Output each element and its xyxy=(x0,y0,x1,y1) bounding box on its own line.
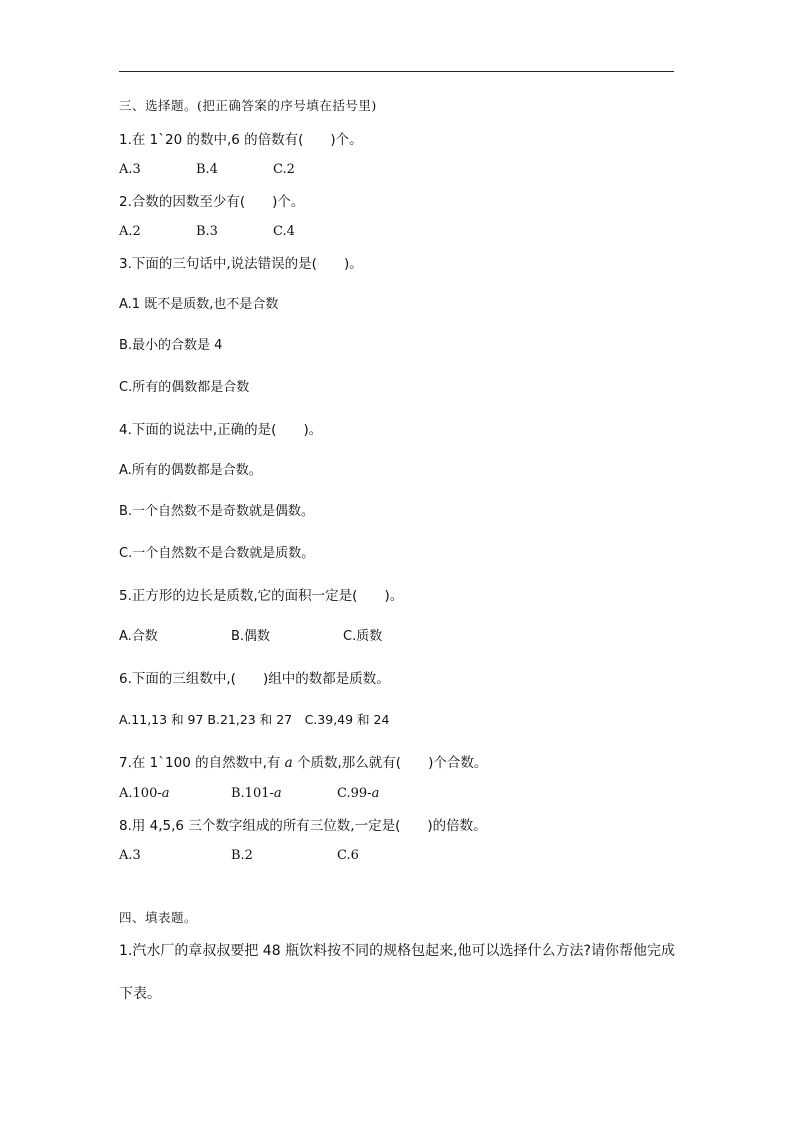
q7-text-suffix: 个质数,那么就有( )个合数。 xyxy=(292,755,488,771)
q5-option-a: A.合数 xyxy=(119,629,158,644)
q1-option-b: B.4 xyxy=(196,162,218,177)
q8-option-a: A.3 xyxy=(119,848,141,863)
q7-option-c-var: a xyxy=(371,786,380,801)
q7-text-prefix: 7.在 1`100 的自然数中,有 xyxy=(119,755,285,771)
q2-option-c: C.4 xyxy=(273,224,295,239)
q7-option-a xyxy=(119,786,170,802)
q7-option-c-prefix: C.99- xyxy=(337,786,372,801)
question-7 xyxy=(119,755,487,771)
q7-option-b-prefix: B.101- xyxy=(231,786,274,801)
section-title-fill-table: 四、填表题。 xyxy=(119,910,198,925)
header-rule xyxy=(119,71,674,72)
question-2: 2.合数的因数至少有( )个。 xyxy=(119,194,305,210)
q4-option-a: A.所有的偶数都是合数。 xyxy=(119,463,262,478)
q7-option-a-var: a xyxy=(161,786,170,801)
q4-option-c: C.一个自然数不是合数就是质数。 xyxy=(119,546,315,561)
q2-option-b: B.3 xyxy=(196,224,218,239)
q7-variable-a: a xyxy=(284,755,293,771)
question-3: 3.下面的三句话中,说法错误的是( )。 xyxy=(119,256,363,272)
q3-option-a: A.1 既不是质数,也不是合数 xyxy=(119,297,279,312)
question-6: 6.下面的三组数中,( )组中的数都是质数。 xyxy=(119,671,390,687)
q3-option-b: B.最小的合数是 4 xyxy=(119,338,223,353)
q5-option-b: B.偶数 xyxy=(231,629,271,644)
question-1: 1.在 1`20 的数中,6 的倍数有( )个。 xyxy=(119,132,363,148)
q1-option-a: A.3 xyxy=(119,162,141,177)
q8-option-c: C.6 xyxy=(337,848,359,863)
q1-option-c: C.2 xyxy=(273,162,295,177)
question-4: 4.下面的说法中,正确的是( )。 xyxy=(119,422,323,438)
q7-option-b-var: a xyxy=(273,786,282,801)
q8-option-b: B.2 xyxy=(231,848,253,863)
section4-question-1-line-1: 1.汽水厂的章叔叔要把 48 瓶饮料按不同的规格包起来,他可以选择什么方法?请你帮他完成 xyxy=(119,943,675,959)
q7-option-b xyxy=(231,786,282,802)
q4-option-b: B.一个自然数不是奇数就是偶数。 xyxy=(119,504,315,519)
q6-options: A.11,13 和 97 B.21,23 和 27 C.39,49 和 24 xyxy=(119,712,390,727)
section4-question-1-line-2: 下表。 xyxy=(119,986,161,1002)
question-8: 8.用 4,5,6 三个数字组成的所有三位数,一定是( )的倍数。 xyxy=(119,818,487,834)
q5-option-c: C.质数 xyxy=(343,629,383,644)
section-title-choice: 三、选择题。(把正确答案的序号填在括号里) xyxy=(119,98,377,113)
question-5: 5.正方形的边长是质数,它的面积一定是( )。 xyxy=(119,588,404,604)
q7-option-c xyxy=(337,786,379,802)
q3-option-c: C.所有的偶数都是合数 xyxy=(119,380,250,395)
q2-option-a: A.2 xyxy=(119,224,141,239)
q7-option-a-prefix: A.100- xyxy=(119,786,162,801)
